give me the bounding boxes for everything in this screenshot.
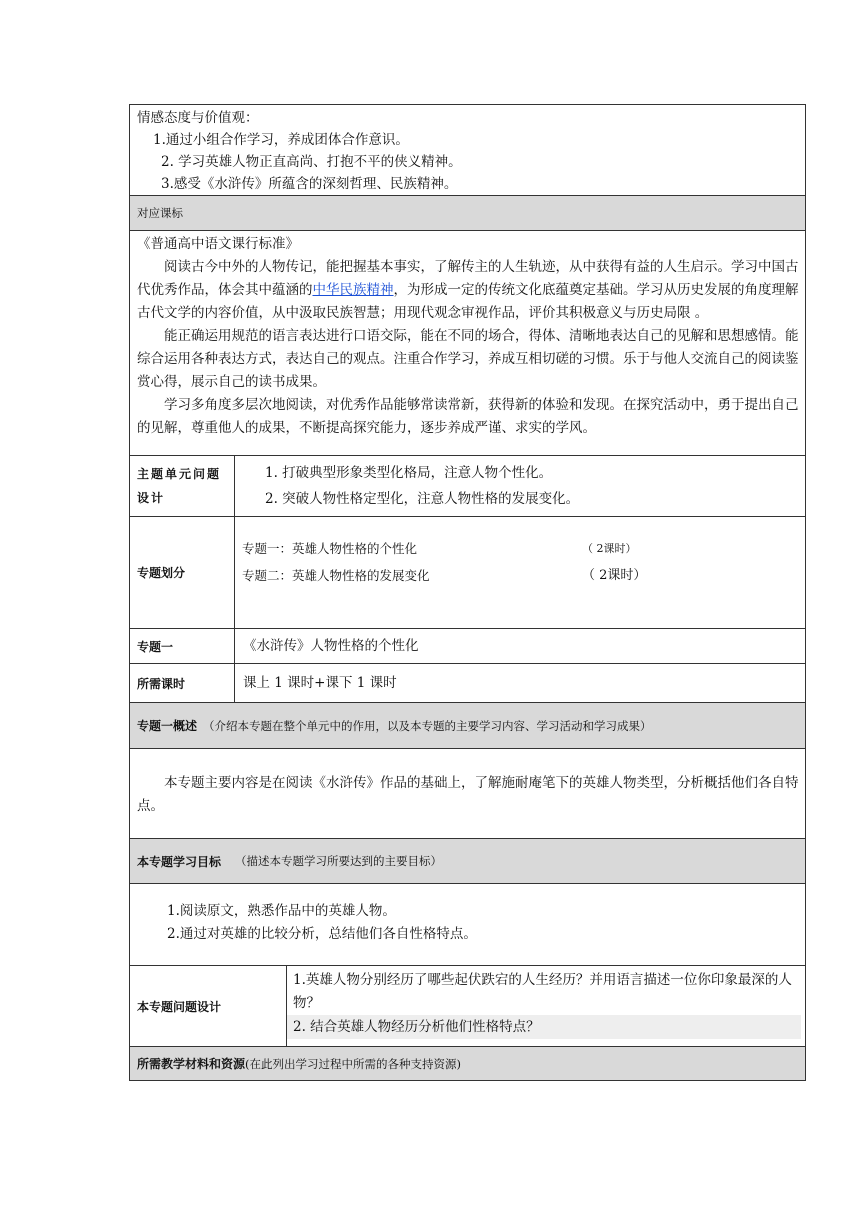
hours-value: 课上 1 课时+课下 1 课时	[243, 674, 397, 691]
overview-label: 专题一概述	[137, 719, 198, 733]
materials-note: (在此列出学习过程中所需的各种支持资源)	[245, 1056, 461, 1071]
overview-header	[130, 703, 805, 749]
unit-question-item: 2. 突破人物性格定型化，注意人物性格的发展变化。	[265, 491, 580, 507]
topics-list	[235, 517, 805, 628]
overview-note: （介绍本专题在整个单元中的作用，以及本专题的主要学习内容、学习活动和学习成果）	[203, 718, 652, 733]
standards-paragraph-3: 学习多角度多层次地阅读，对优秀作品能够常读常新，获得新的体验和发现。在探究活动中，勇于提出自己的见解，尊重他人的成果，不断提高探究能力，逐步养成严谨、求实的学风。	[137, 397, 799, 436]
goals-label: 本专题学习目标	[137, 854, 222, 869]
standards-book: 《普通高中语文课行标准》	[137, 236, 299, 252]
hours-row	[130, 664, 805, 703]
questions-row	[130, 966, 805, 1047]
goals-note: （描述本专题学习所要达到的主要目标）	[235, 854, 443, 868]
questions-label: 本专题问题设计	[130, 966, 287, 1046]
topic-name: 专题二：英雄人物性格的发展变化	[242, 568, 430, 583]
goal-item: 2.通过对英雄的比较分析，总结他们各自性格特点。	[167, 926, 477, 942]
standards-header	[130, 196, 805, 231]
standards-paragraph-1: 阅读古今中外的人物传记，能把握基本事实，了解传主的人生轨迹，从中获得有益的人生启示。学习中国古代优秀作品，体会其中蕴涵的中华民族精神，为形成一定的传统文化底蕴奠定基础。学习从历史发展的角度理解古代文学的内容价值，从中汲取民族智慧；用现代观念审视作品，评价其积极意义与历史局限 。	[137, 259, 799, 321]
attitude-heading: 情感态度与价值观：	[137, 110, 259, 126]
materials-header	[130, 1047, 805, 1080]
topic1-value: 《水浒传》人物性格的个性化	[243, 637, 419, 654]
lesson-plan-table	[129, 104, 806, 1081]
question-item: 1.英雄人物分别经历了哪些起伏跌宕的人生经历？并用语言描述一位你印象最深的人物？	[293, 972, 792, 1011]
hours-label: 所需课时	[130, 664, 235, 702]
question-item: 2. 结合英雄人物经历分析他们性格特点？	[287, 1015, 801, 1039]
goals-body	[130, 884, 805, 966]
chinese-spirit-link[interactable]: 中华民族精神	[312, 282, 394, 298]
topic-hours: （ 2课时）	[582, 542, 637, 555]
topic1-label: 专题一	[130, 629, 235, 663]
goal-item: 1.阅读原文，熟悉作品中的英雄人物。	[167, 903, 396, 919]
unit-question-item: 1. 打破典型形象类型化格局，注意人物个性化。	[265, 465, 553, 481]
topic1-row	[130, 629, 805, 664]
topic-hours: （ 2课时）	[582, 568, 647, 583]
standards-label: 对应课标	[137, 206, 183, 220]
attitude-item: 2. 学习英雄人物正直高尚、打抱不平的侠义精神。	[161, 154, 462, 170]
unit-question-items	[235, 456, 805, 516]
topic-item	[242, 562, 805, 589]
materials-label: 所需教学材料和资源	[137, 1057, 246, 1071]
topic-name: 专题一：英雄人物性格的个性化	[242, 541, 418, 556]
goals-header	[130, 839, 805, 884]
overview-text: 本专题主要内容是在阅读《水浒传》作品的基础上，了解施耐庵笔下的英雄人物类型，分析概括他们各自特点。	[137, 775, 799, 814]
attitude-item: 3.感受《水浒传》所蕴含的深刻哲理、民族精神。	[161, 176, 458, 192]
topics-row	[130, 517, 805, 629]
topic-item	[242, 535, 805, 562]
attitude-section	[130, 105, 805, 196]
standards-paragraph-2: 能正确运用规范的语言表达进行口语交际，能在不同的场合，得体、清晰地表达自己的见解和思想感情。能综合运用各种表达方式，表达自己的观点。注重合作学习，养成互相切磋的习惯。乐于与他人交流自己的阅读鉴赏心得，展示自己的读书成果。	[137, 328, 799, 390]
standards-body	[130, 231, 805, 456]
unit-question-label: 主题单元问题设计	[130, 456, 235, 516]
questions-list	[287, 966, 805, 1046]
topics-label: 专题划分	[130, 517, 235, 628]
attitude-item: 1.通过小组合作学习，养成团体合作意识。	[153, 132, 409, 148]
unit-question-row	[130, 456, 805, 517]
overview-body	[130, 749, 805, 839]
